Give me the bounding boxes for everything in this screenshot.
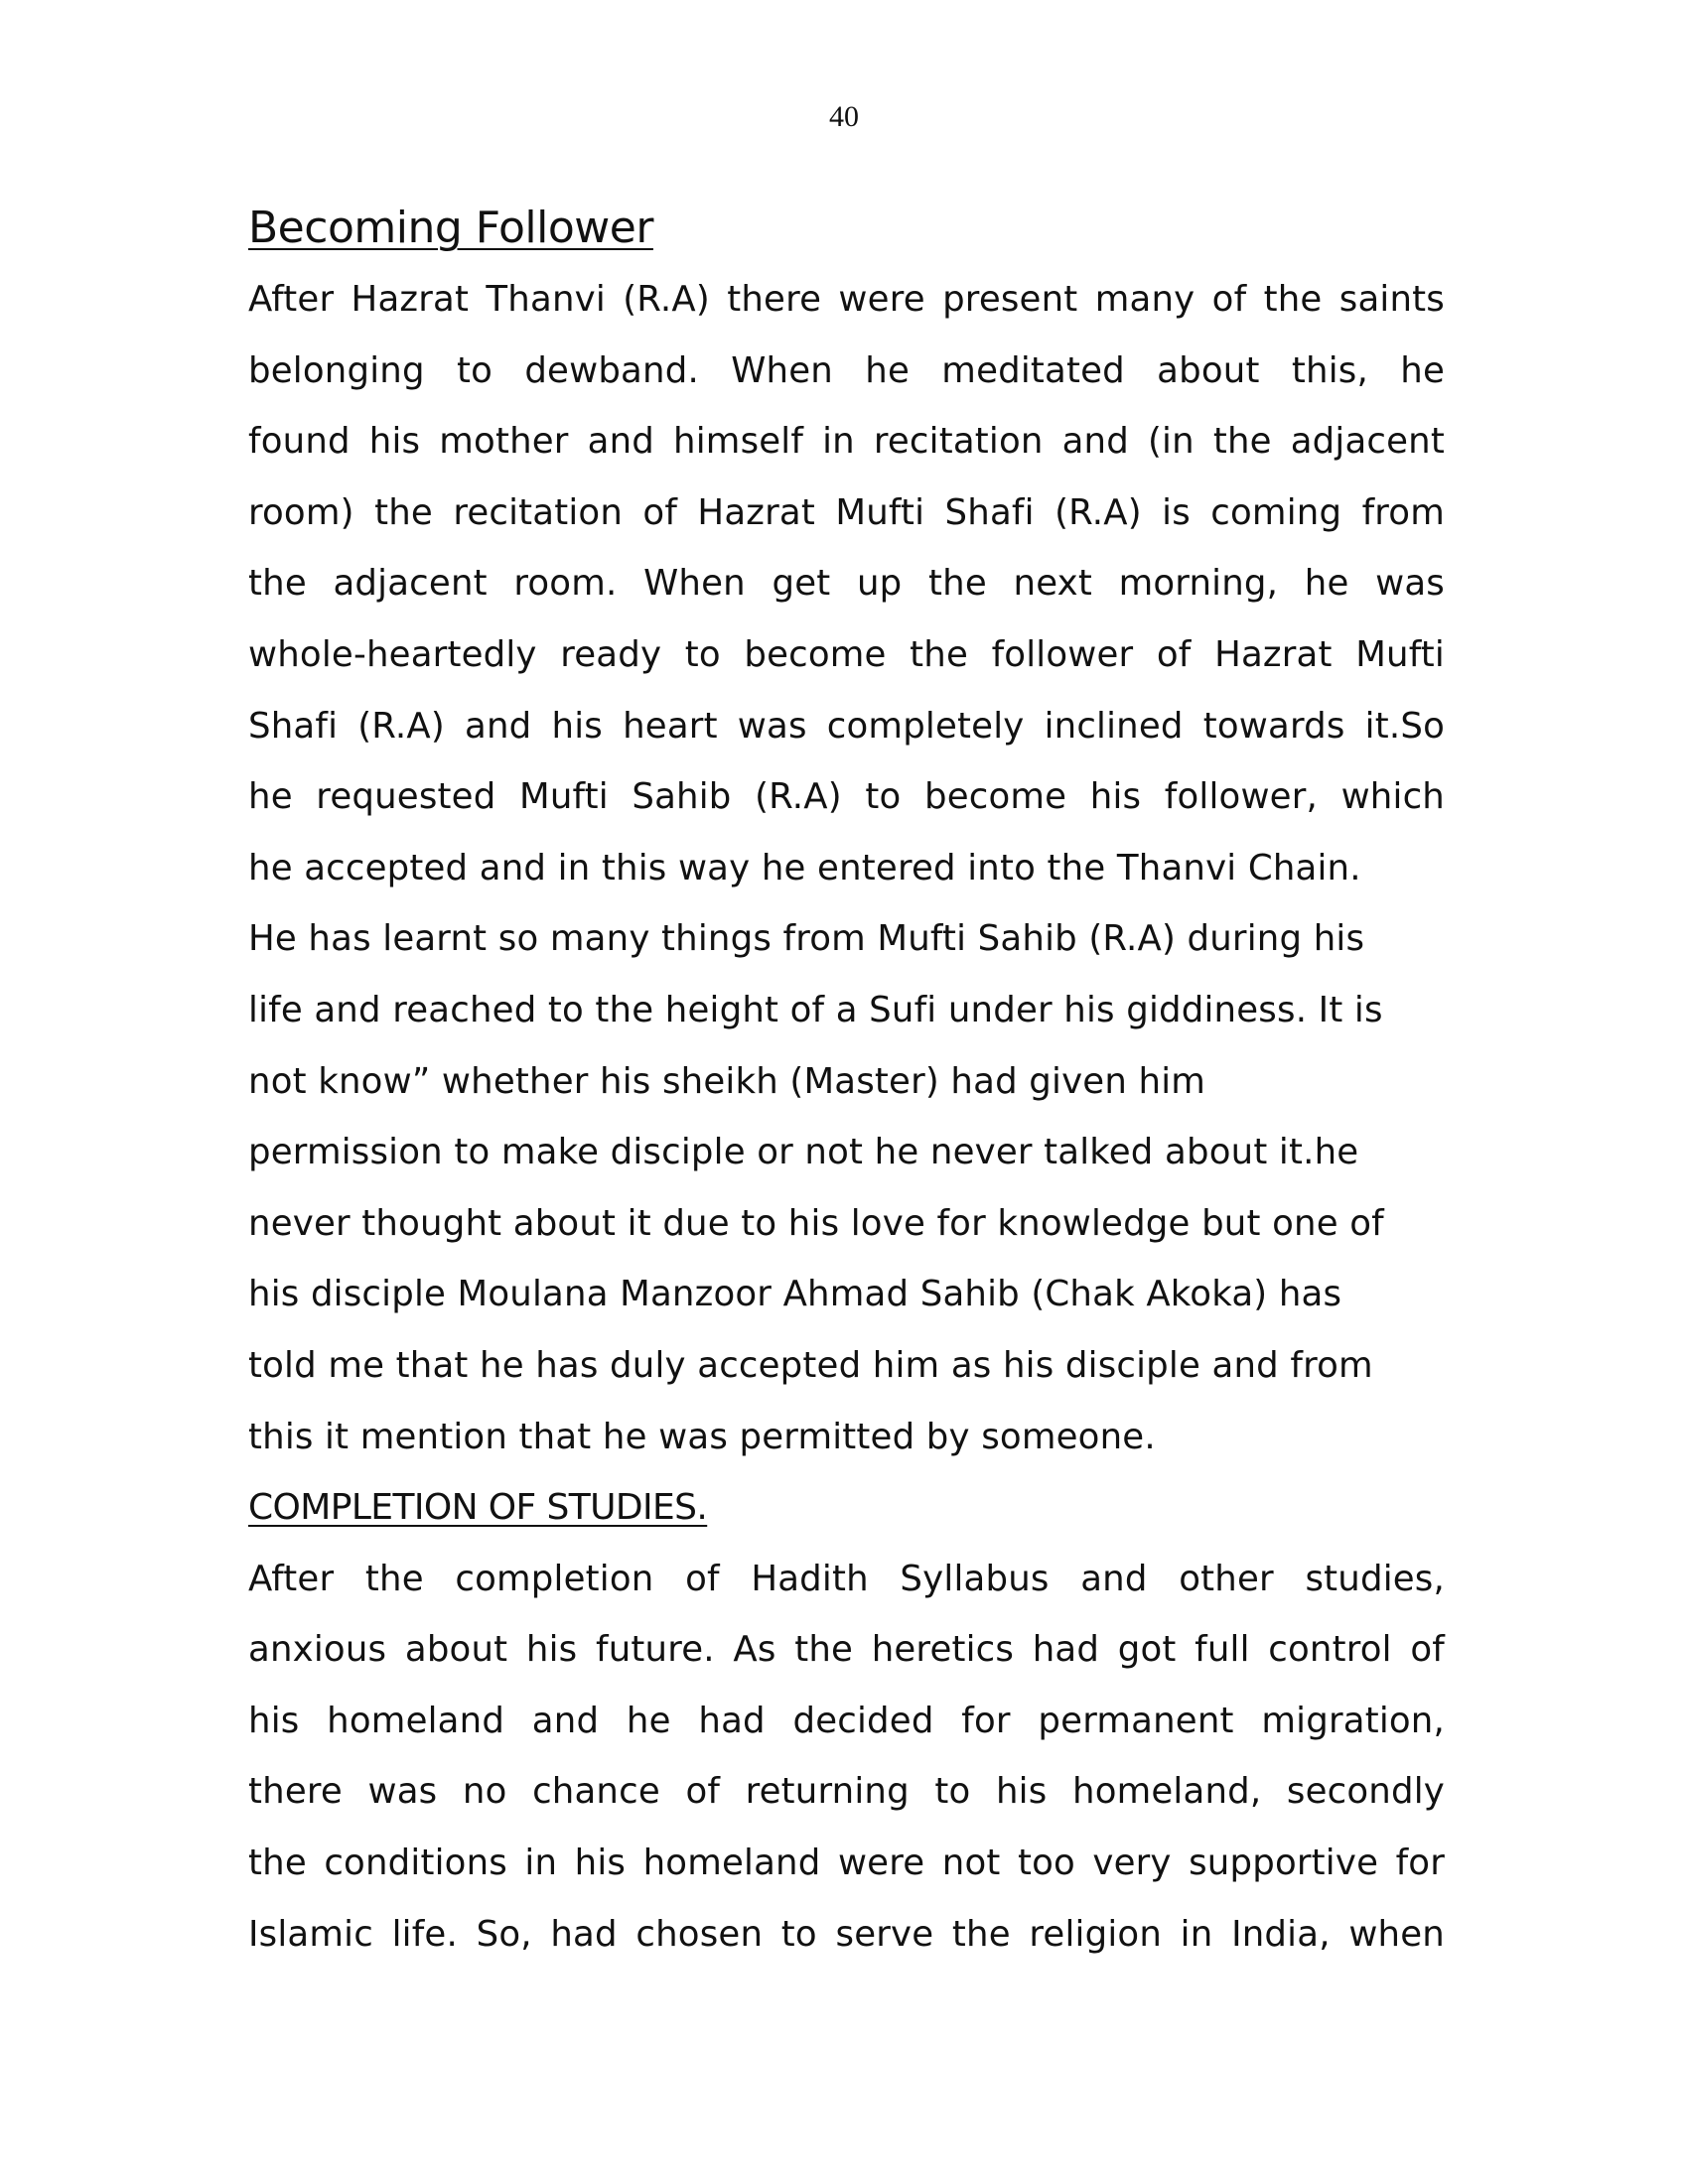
text-line: permission to make disciple or not he never talked about it.he bbox=[248, 1132, 1359, 1173]
text-line: He has learnt so many things from Mufti Sahib (R.A) during his bbox=[248, 918, 1365, 960]
section-heading: COMPLETION OF STUDIES. bbox=[248, 1487, 708, 1529]
text-line: whole-heartedly ready to become the follower of Hazrat Mufti bbox=[248, 633, 1445, 675]
section-completion-of-studies bbox=[248, 1472, 1445, 1970]
section-becoming-follower bbox=[248, 195, 1445, 1472]
paragraph bbox=[248, 1544, 1445, 1971]
text-line: told me that he has duly accepted him as his disciple and from bbox=[248, 1344, 1373, 1386]
text-line: Islamic life. So, had chosen to serve the religion in India, when bbox=[248, 1913, 1445, 1955]
page-number: 40 bbox=[829, 100, 859, 133]
section-heading: Becoming Follower bbox=[248, 203, 653, 253]
text-line: the adjacent room. When get up the next morning, he was bbox=[248, 563, 1445, 605]
text-line: he accepted and in this way he entered into the Thanvi Chain. bbox=[248, 847, 1361, 888]
text-line: his disciple Moulana Manzoor Ahmad Sahib (Chak Akoka) has bbox=[248, 1274, 1342, 1315]
text-line: anxious about his future. As the heretics had got full control of bbox=[248, 1629, 1445, 1671]
page-content bbox=[248, 195, 1445, 1970]
text-line: he requested Mufti Sahib (R.A) to become his follower, which bbox=[248, 776, 1445, 818]
text-line: this it mention that he was permitted by someone. bbox=[248, 1416, 1156, 1457]
text-line: After the completion of Hadith Syllabus and other studies, bbox=[248, 1558, 1445, 1599]
text-line: there was no chance of returning to his homeland, secondly bbox=[248, 1771, 1445, 1813]
text-line: belonging to dewband. When he meditated about this, he bbox=[248, 349, 1445, 391]
text-line: room) the recitation of Hazrat Mufti Shafi (R.A) is coming from bbox=[248, 491, 1445, 533]
paragraph bbox=[248, 264, 1445, 1472]
text-line: Shafi (R.A) and his heart was completely inclined towards it.So bbox=[248, 705, 1445, 747]
text-line: never thought about it due to his love for knowledge but one of bbox=[248, 1202, 1384, 1244]
text-line: life and reached to the height of a Sufi under his giddiness. It is bbox=[248, 989, 1383, 1030]
text-line: found his mother and himself in recitation and (in the adjacent bbox=[248, 421, 1445, 463]
text-line: not know” whether his sheikh (Master) had given him bbox=[248, 1060, 1206, 1102]
text-line: his homeland and he had decided for permanent migration, bbox=[248, 1700, 1445, 1741]
text-line: After Hazrat Thanvi (R.A) there were present many of the saints bbox=[248, 279, 1445, 320]
text-line: the conditions in his homeland were not too very supportive for bbox=[248, 1843, 1445, 1884]
